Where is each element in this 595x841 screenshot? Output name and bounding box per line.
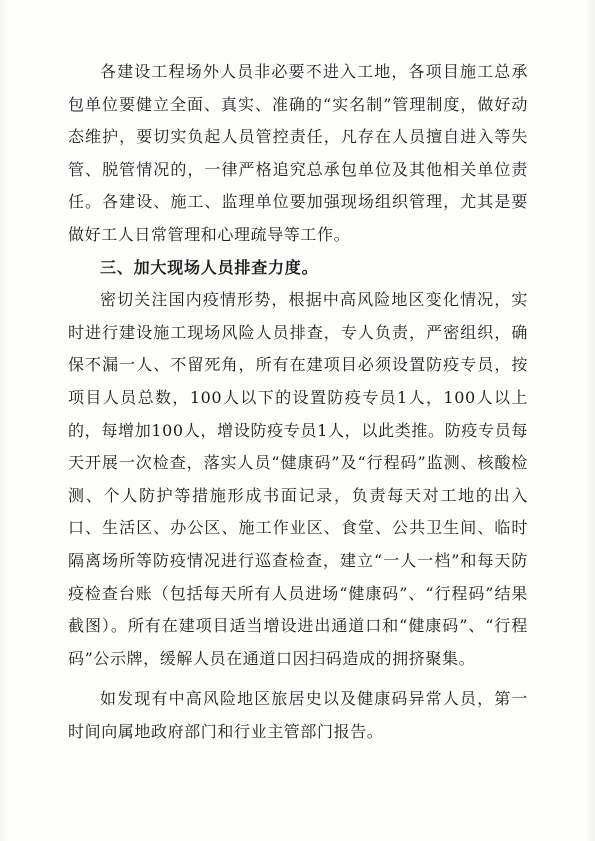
paragraph-reporting-requirement: 如发现有中高风险地区旅居史以及健康码异常人员，第一时间向属地政府部门和行业主管部门报告。 bbox=[68, 689, 528, 741]
paragraph-risk-personnel-screening: 密切关注国内疫情形势，根据中高风险地区变化情况，实时进行建设施工现场风险人员排查，专人负责，严密组织，确保不漏一人、不留死角，所有在建项目必须设置防疫专员，按项目人员总数，100人以下的设置防疫专员1人，100人以上的，每增加100人，增设防疫专员1人，以此类推。防疫专员每天开展一次检查，落实人员“健康码”及“行程码”监测、核酸检测、个人防护等措施形成书面记录，负责每天对工地的出入口、生活区、办公区、施工作业区、食堂、公共卫生间、临时隔离场所等防疫情况进行巡查检查，建立“一人一档”和每天防疫检查台账（包括每天所有人员进场“健康码”、“行程码”结果截图）。所有在建项目适当增设进出通道口和“健康码”、“行程码”公示牌，缓解人员在通道口因扫码造成的拥挤聚集。 bbox=[68, 290, 528, 668]
section-heading-personnel-screening: 三、加大现场人员排查力度。 bbox=[100, 257, 319, 277]
document-body bbox=[68, 56, 528, 748]
paragraph-site-personnel-management: 各建设工程场外人员非必要不进入工地，各项目施工总承包单位要健立全面、真实、准确的“实名制”管理制度，做好动态维护，要切实负起人员管控责任，凡存在人员擅自进入等失管、脱管情况的，一律严格追究总承包单位及其他相关单位责任。各建设、施工、监理单位要加强现场组织管理，尤其是要做好工人日常管理和心理疏导等工作。 bbox=[68, 62, 528, 244]
